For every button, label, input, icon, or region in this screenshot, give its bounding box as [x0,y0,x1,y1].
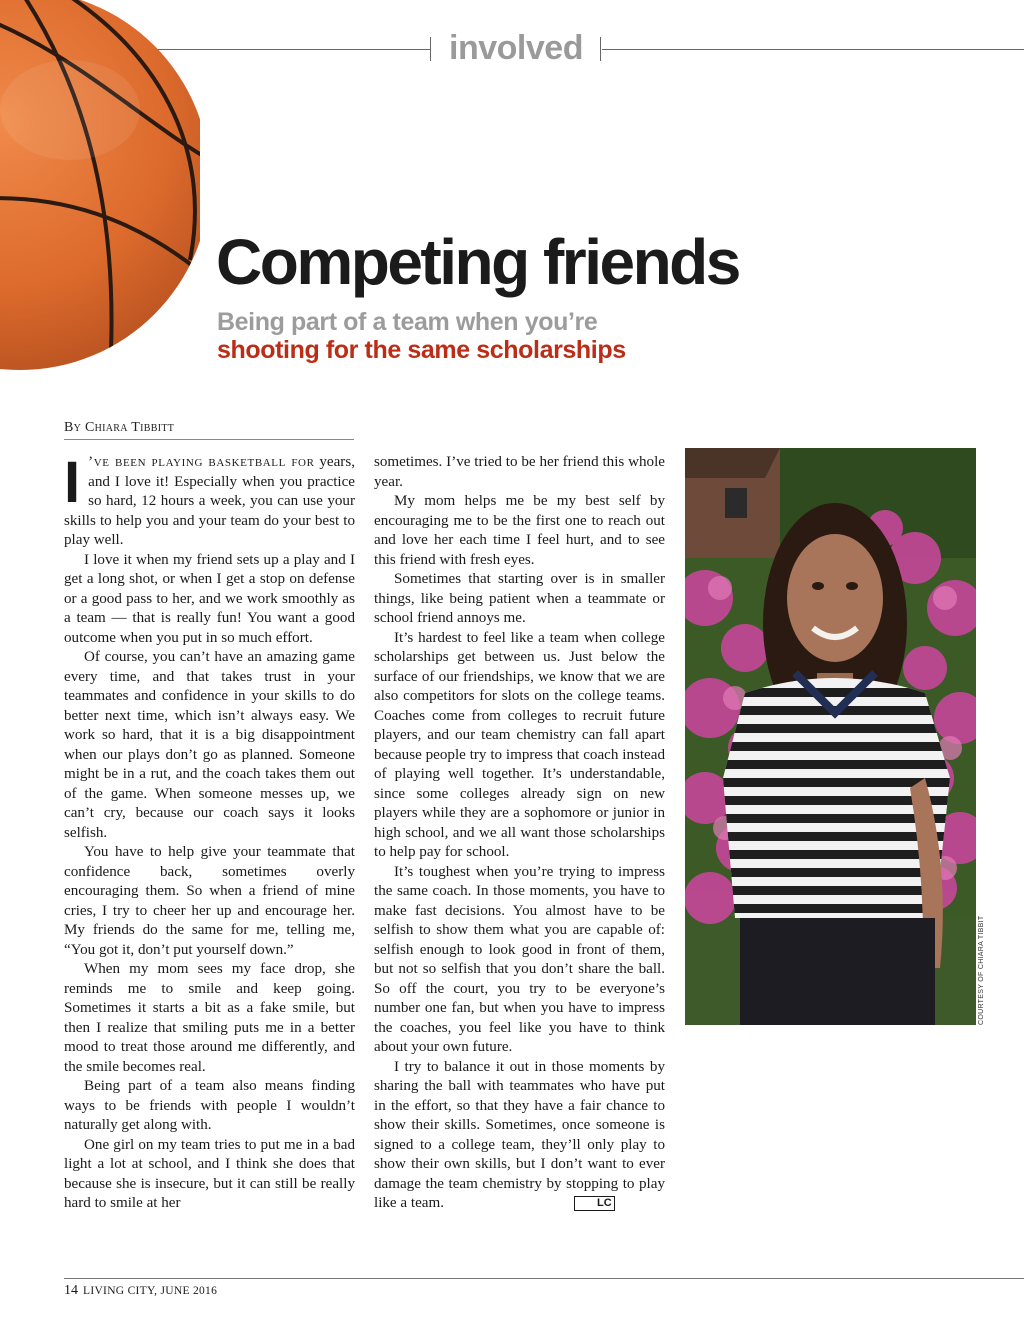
article-column-2 [374,453,665,1214]
header-rule-tick [600,37,601,61]
publication-info: LIVING CITY, JUNE 2016 [83,1285,218,1297]
deck-line-2: shooting for the same scholarships [217,336,626,364]
byline: By Chiara Tibbitt [64,420,354,440]
lead-in-caps: ’ve been playing basketball for [88,454,315,470]
section-label: involved [449,29,583,67]
paragraph: It’s hardest to feel like a team when college scholarships get between us. Just below the surface of our friendships, we know that we are also competitors for slots on the college teams. Coaches come from colleges to recruit future players, and our team chemistry can fall apart because people try to impress that coach instead of playing well together. It’s understandable, since some colleges already sign on new players while they are a sophomore or junior in high school, and we all want those scholarships to help pay for school. [374,629,665,860]
paragraph [374,1058,665,1214]
page-footer [64,1282,217,1300]
paragraph: It’s toughest when you’re trying to impress the same coach. In those moments, you have to make fast decisions. You almost have to be selfish to show them what you are capable of: selfish enough to look good in front of them, but not so selfish that you don’t share the ball. So off the court, you try to be everyone’s number one fan, but when you have to impress the coaches, you feel like you have to think about your own future. [374,863,665,1055]
paragraph: My mom helps me be my best self by encouraging me to be the first one to reach out and love her each time I feel hurt, and to see this friend with fresh eyes. [374,493,665,568]
paragraph: When my mom sees my face drop, she reminds me to smile and keep going. Sometimes it starts a bit as a fake smile, but then I realize that smiling puts me in a better mood to treat those around me differently, and the smile becomes real. [64,961,355,1075]
paragraph: One girl on my team tries to put me in a bad light a lot at school, and I think she does that because she is insecure, but it can still be really hard to smile at her [64,1136,355,1211]
paragraph: Being part of a team also means finding ways to be friends with people I wouldn’t naturally get along with. [64,1078,355,1133]
photo-credit: COURTESY OF CHIARA TIBBIT [978,915,985,1025]
page-title: Competing friends [216,226,739,298]
article-column-1 [64,450,355,1214]
portrait-photo [685,448,976,1025]
paragraph-text: I try to balance it out in those moments by sharing the ball with teammates who have put in the effort, so that they have a fair chance to show their skills. Sometimes, once someone is signed to a college team, they’ll only play to show their own skills, but I don’t want to ever damage the team chemistry by stopping to play like a team. [374,1058,665,1211]
deck-line-1: Being part of a team when you’re [217,308,598,336]
ball-credit [4,270,14,350]
drop-cap: I [64,450,81,515]
paragraph: Of course, you can’t have an amazing game every time, and that takes trust in your teammates and confidence in your skills to do better next time, which isn’t always easy. We work so hard, that it is a big disappointment when our plays don’t go as planned. Someone might be in a rut, and the coach takes them out of the game. When someone messes up, we can’t cry, because our coach says it looks selfish. [64,649,355,841]
footer-rule [64,1278,1024,1279]
paragraph [64,450,355,551]
paragraph: sometimes. I’ve tried to be her friend this whole year. [374,454,665,490]
end-mark-logo: LC [574,1196,615,1211]
header-rule-tick [430,37,431,61]
paragraph-text: years, and I love it! Especially when you practice so hard, 12 hours a week, you can use your skills to help you and your team do your best to play well. [64,454,355,548]
basketball-image [0,0,200,372]
paragraph: I love it when my friend sets up a play and I get a long shot, or when I get a stop on defense or a good pass to her, and we work smoothly as a team — that is really fun! You want a good outcome when you put in so much effort. [64,551,355,646]
paragraph: You have to help give your teammate that confidence back, sometimes overly encouraging them. So when a friend of mine cries, I try to cheer her up and encourage her. My friends do the same for me, telling me, “You got it, don’t put yourself down.” [64,844,355,958]
header-rule-right [602,49,1024,50]
paragraph: Sometimes that starting over is in smaller things, like being patient when a teammate or school friend annoys me. [374,571,665,626]
page-number: 14 [64,1283,78,1298]
